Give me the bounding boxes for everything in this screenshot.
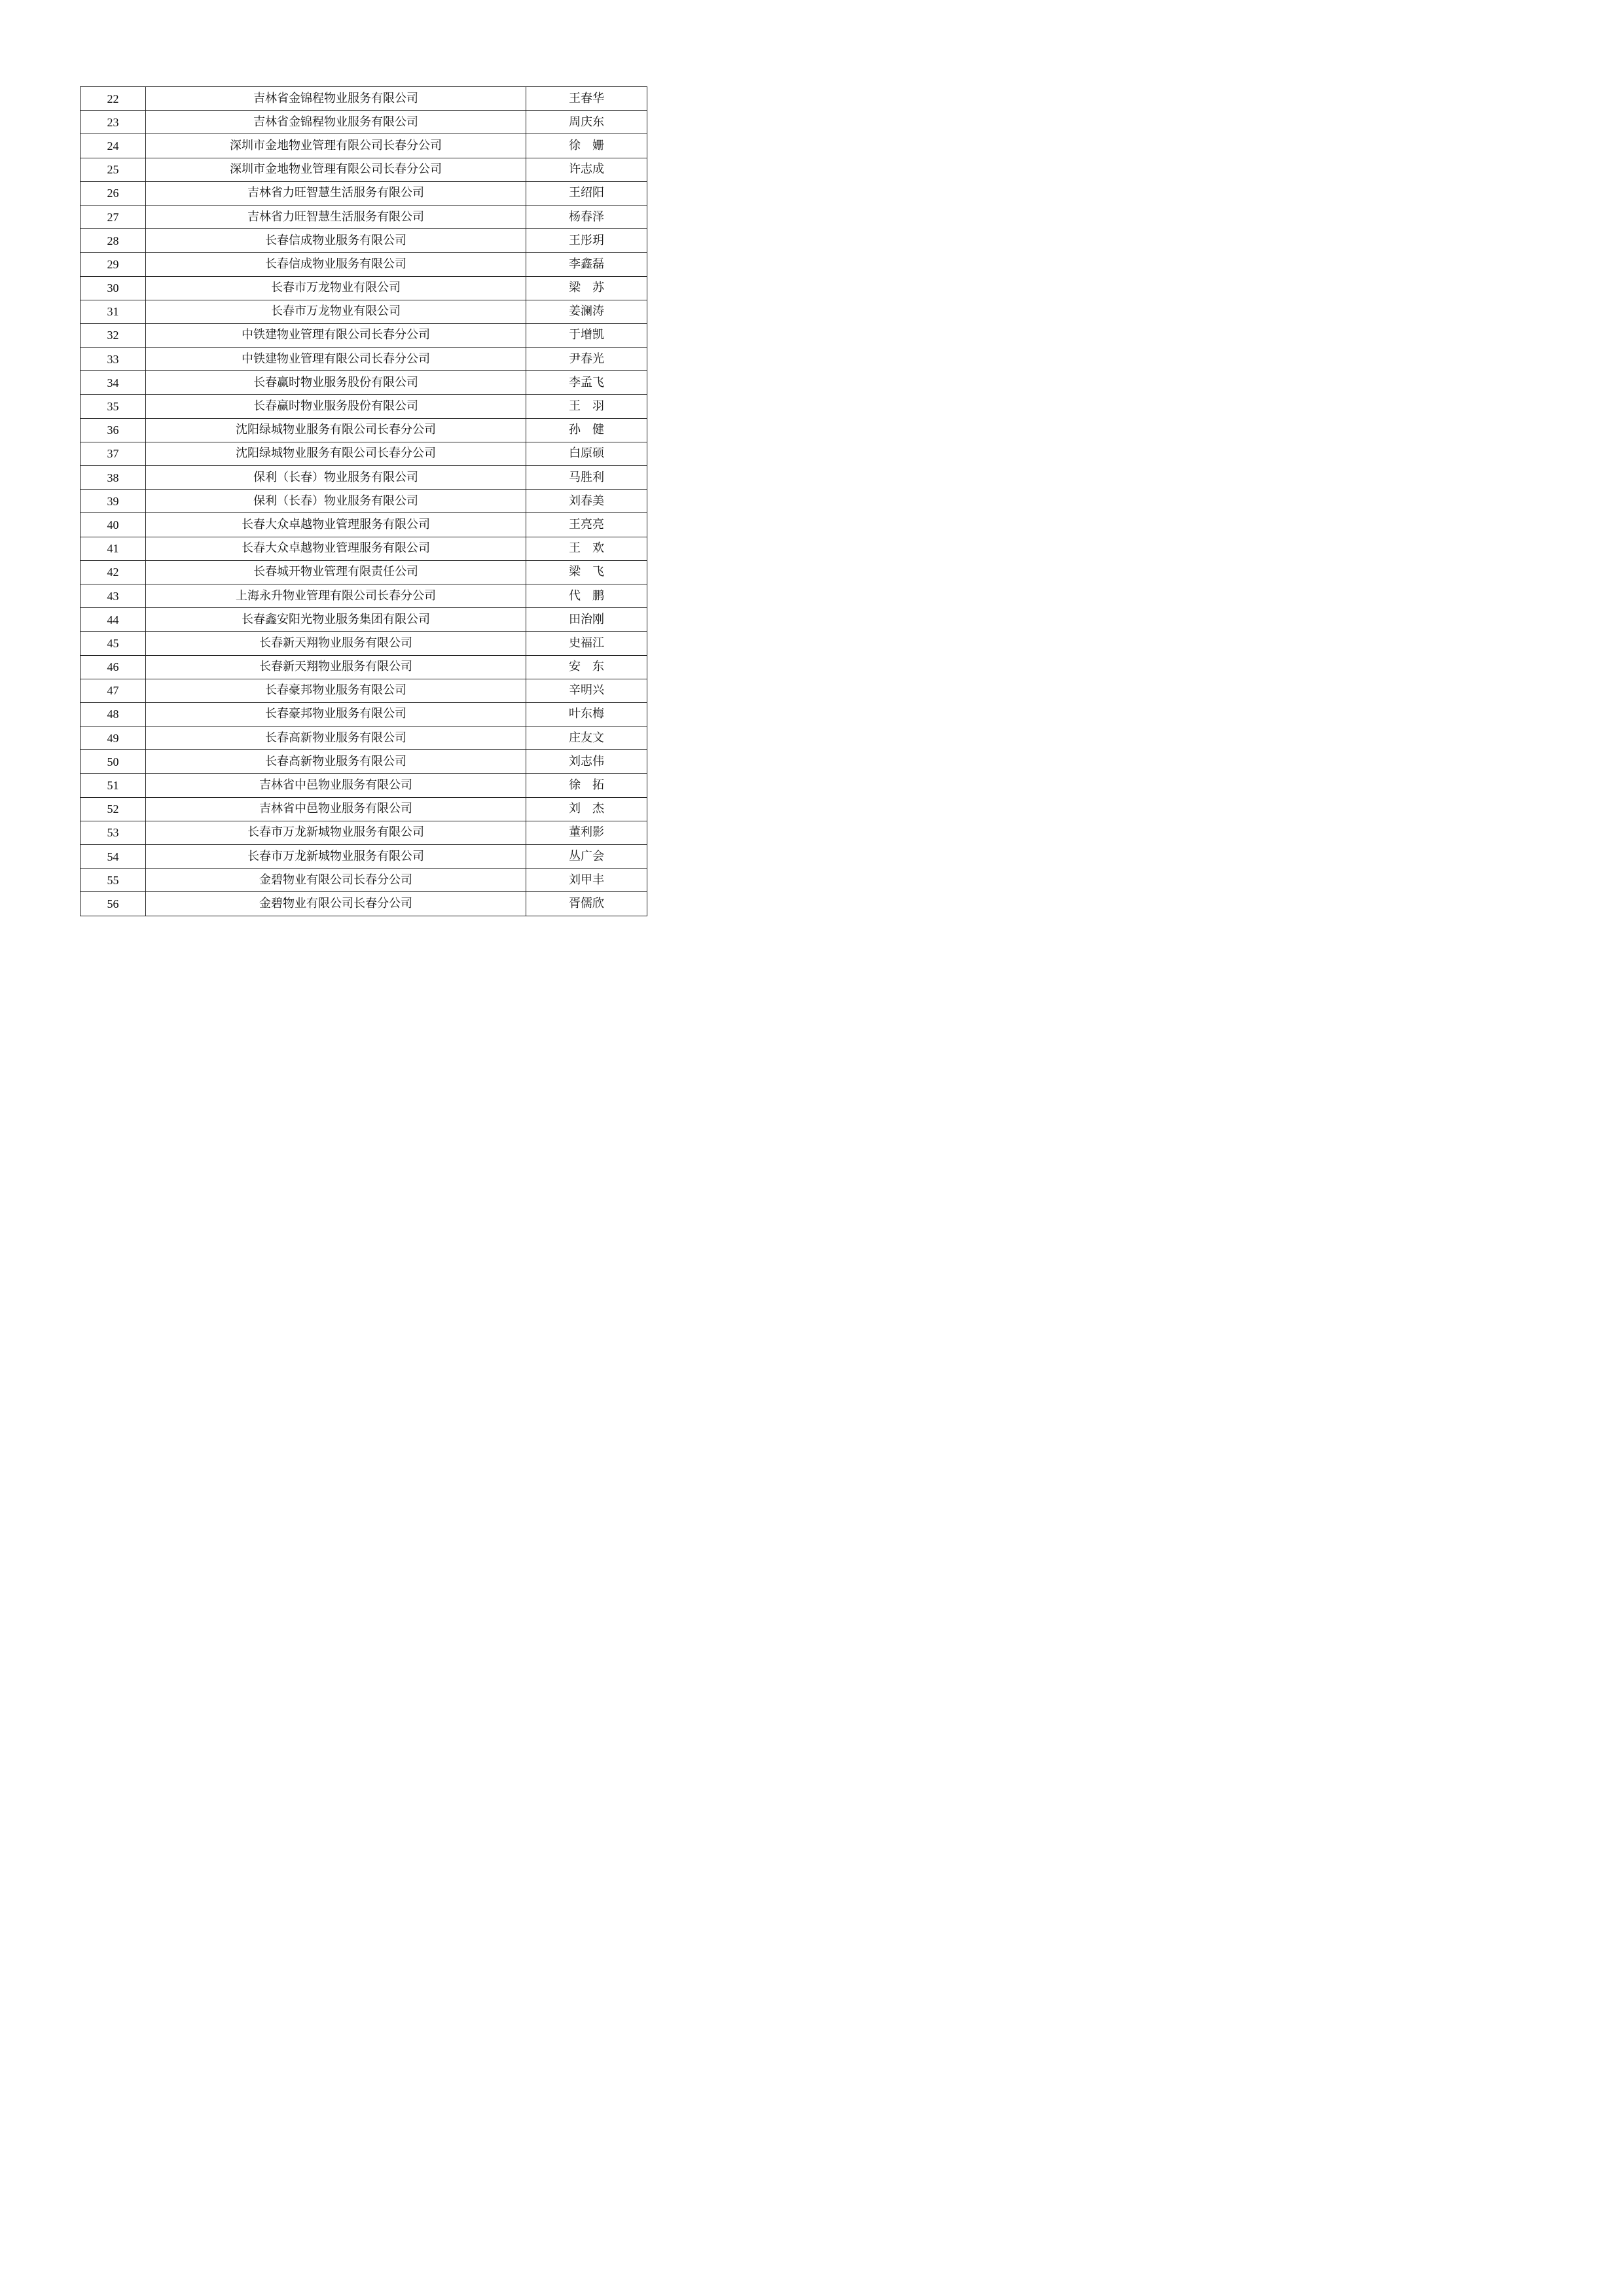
table-row: [81, 750, 647, 774]
row-number-cell: 49: [81, 726, 146, 750]
person-name-cell: 王 羽: [526, 395, 647, 418]
person-name-cell: 白原硕: [526, 442, 647, 465]
company-name-cell: 长春市万龙新城物业服务有限公司: [146, 821, 526, 844]
person-name-cell: 庄友文: [526, 726, 647, 750]
row-number-cell: 47: [81, 679, 146, 702]
person-name-cell: 孙 健: [526, 418, 647, 442]
company-name-cell: 深圳市金地物业管理有限公司长春分公司: [146, 158, 526, 181]
row-number-cell: 29: [81, 253, 146, 276]
company-name-cell: 长春高新物业服务有限公司: [146, 750, 526, 774]
company-name-cell: 长春市万龙物业有限公司: [146, 276, 526, 300]
table-body: [81, 87, 647, 916]
company-name-cell: 沈阳绿城物业服务有限公司长春分公司: [146, 418, 526, 442]
table-row: [81, 845, 647, 869]
row-number-cell: 39: [81, 490, 146, 513]
person-name-cell: 王 欢: [526, 537, 647, 560]
company-name-cell: 深圳市金地物业管理有限公司长春分公司: [146, 134, 526, 158]
company-name-cell: 上海永升物业管理有限公司长春分公司: [146, 584, 526, 607]
table-row: [81, 821, 647, 844]
person-name-cell: 安 东: [526, 655, 647, 679]
row-number-cell: 52: [81, 797, 146, 821]
company-name-cell: 中铁建物业管理有限公司长春分公司: [146, 348, 526, 371]
row-number-cell: 42: [81, 560, 146, 584]
row-number-cell: 24: [81, 134, 146, 158]
row-number-cell: 53: [81, 821, 146, 844]
person-name-cell: 丛广会: [526, 845, 647, 869]
row-number-cell: 40: [81, 513, 146, 537]
row-number-cell: 51: [81, 774, 146, 797]
person-name-cell: 刘春美: [526, 490, 647, 513]
table-row: [81, 560, 647, 584]
row-number-cell: 36: [81, 418, 146, 442]
person-name-cell: 周庆东: [526, 111, 647, 134]
company-name-cell: 吉林省金锦程物业服务有限公司: [146, 87, 526, 111]
company-name-cell: 长春高新物业服务有限公司: [146, 726, 526, 750]
person-name-cell: 王彤玥: [526, 229, 647, 253]
table-row: [81, 323, 647, 347]
person-name-cell: 徐 姗: [526, 134, 647, 158]
table-row: [81, 158, 647, 181]
table-row: [81, 442, 647, 465]
person-name-cell: 叶东梅: [526, 702, 647, 726]
company-name-cell: 吉林省力旺智慧生活服务有限公司: [146, 181, 526, 205]
table-row: [81, 348, 647, 371]
company-name-cell: 金碧物业有限公司长春分公司: [146, 869, 526, 892]
row-number-cell: 22: [81, 87, 146, 111]
row-number-cell: 46: [81, 655, 146, 679]
table-row: [81, 726, 647, 750]
table-row: [81, 181, 647, 205]
table-row: [81, 395, 647, 418]
company-name-cell: 长春信成物业服务有限公司: [146, 229, 526, 253]
table-row: [81, 300, 647, 323]
row-number-cell: 48: [81, 702, 146, 726]
person-name-cell: 梁 苏: [526, 276, 647, 300]
table-row: [81, 537, 647, 560]
table-row: [81, 87, 647, 111]
person-name-cell: 徐 拓: [526, 774, 647, 797]
row-number-cell: 54: [81, 845, 146, 869]
table-row: [81, 892, 647, 916]
person-name-cell: 王春华: [526, 87, 647, 111]
person-name-cell: 尹春光: [526, 348, 647, 371]
table-row: [81, 466, 647, 490]
person-name-cell: 于增凯: [526, 323, 647, 347]
company-name-cell: 中铁建物业管理有限公司长春分公司: [146, 323, 526, 347]
row-number-cell: 27: [81, 205, 146, 228]
row-number-cell: 55: [81, 869, 146, 892]
person-name-cell: 李鑫磊: [526, 253, 647, 276]
company-name-cell: 沈阳绿城物业服务有限公司长春分公司: [146, 442, 526, 465]
company-name-cell: 吉林省金锦程物业服务有限公司: [146, 111, 526, 134]
person-name-cell: 姜澜涛: [526, 300, 647, 323]
company-name-cell: 保利（长春）物业服务有限公司: [146, 490, 526, 513]
table-row: [81, 869, 647, 892]
company-name-cell: 吉林省中邑物业服务有限公司: [146, 774, 526, 797]
company-name-cell: 吉林省中邑物业服务有限公司: [146, 797, 526, 821]
table-row: [81, 513, 647, 537]
row-number-cell: 30: [81, 276, 146, 300]
table-row: [81, 608, 647, 632]
person-name-cell: 马胜利: [526, 466, 647, 490]
company-name-cell: 长春市万龙物业有限公司: [146, 300, 526, 323]
person-name-cell: 王亮亮: [526, 513, 647, 537]
person-name-cell: 王绍阳: [526, 181, 647, 205]
row-number-cell: 44: [81, 608, 146, 632]
person-name-cell: 史福江: [526, 632, 647, 655]
person-name-cell: 许志成: [526, 158, 647, 181]
table-row: [81, 253, 647, 276]
row-number-cell: 32: [81, 323, 146, 347]
company-name-cell: 金碧物业有限公司长春分公司: [146, 892, 526, 916]
row-number-cell: 34: [81, 371, 146, 395]
row-number-cell: 25: [81, 158, 146, 181]
row-number-cell: 37: [81, 442, 146, 465]
table-row: [81, 134, 647, 158]
company-name-cell: 长春城开物业管理有限责任公司: [146, 560, 526, 584]
table-row: [81, 774, 647, 797]
person-name-cell: 辛明兴: [526, 679, 647, 702]
company-name-cell: 长春大众卓越物业管理服务有限公司: [146, 537, 526, 560]
row-number-cell: 56: [81, 892, 146, 916]
person-name-cell: 李孟飞: [526, 371, 647, 395]
table-row: [81, 632, 647, 655]
row-number-cell: 35: [81, 395, 146, 418]
staff-list-table: [80, 86, 647, 916]
table-row: [81, 229, 647, 253]
person-name-cell: 杨春泽: [526, 205, 647, 228]
company-name-cell: 长春赢时物业服务股份有限公司: [146, 371, 526, 395]
table-row: [81, 702, 647, 726]
company-name-cell: 长春新天翔物业服务有限公司: [146, 632, 526, 655]
table-row: [81, 679, 647, 702]
table-row: [81, 276, 647, 300]
row-number-cell: 23: [81, 111, 146, 134]
company-name-cell: 长春鑫安阳光物业服务集团有限公司: [146, 608, 526, 632]
table-row: [81, 205, 647, 228]
table-row: [81, 418, 647, 442]
table-row: [81, 111, 647, 134]
company-name-cell: 长春信成物业服务有限公司: [146, 253, 526, 276]
company-name-cell: 长春新天翔物业服务有限公司: [146, 655, 526, 679]
table-row: [81, 797, 647, 821]
company-name-cell: 吉林省力旺智慧生活服务有限公司: [146, 205, 526, 228]
table-row: [81, 490, 647, 513]
table-row: [81, 371, 647, 395]
table-row: [81, 655, 647, 679]
company-name-cell: 保利（长春）物业服务有限公司: [146, 466, 526, 490]
person-name-cell: 刘 杰: [526, 797, 647, 821]
person-name-cell: 梁 飞: [526, 560, 647, 584]
company-name-cell: 长春豪邦物业服务有限公司: [146, 679, 526, 702]
row-number-cell: 31: [81, 300, 146, 323]
company-name-cell: 长春赢时物业服务股份有限公司: [146, 395, 526, 418]
row-number-cell: 45: [81, 632, 146, 655]
row-number-cell: 38: [81, 466, 146, 490]
row-number-cell: 28: [81, 229, 146, 253]
company-name-cell: 长春豪邦物业服务有限公司: [146, 702, 526, 726]
row-number-cell: 43: [81, 584, 146, 607]
row-number-cell: 26: [81, 181, 146, 205]
person-name-cell: 刘甲丰: [526, 869, 647, 892]
company-name-cell: 长春市万龙新城物业服务有限公司: [146, 845, 526, 869]
person-name-cell: 代 鹏: [526, 584, 647, 607]
person-name-cell: 田治刚: [526, 608, 647, 632]
person-name-cell: 刘志伟: [526, 750, 647, 774]
row-number-cell: 50: [81, 750, 146, 774]
table-row: [81, 584, 647, 607]
person-name-cell: 胥儒欣: [526, 892, 647, 916]
company-name-cell: 长春大众卓越物业管理服务有限公司: [146, 513, 526, 537]
row-number-cell: 41: [81, 537, 146, 560]
person-name-cell: 董利影: [526, 821, 647, 844]
row-number-cell: 33: [81, 348, 146, 371]
